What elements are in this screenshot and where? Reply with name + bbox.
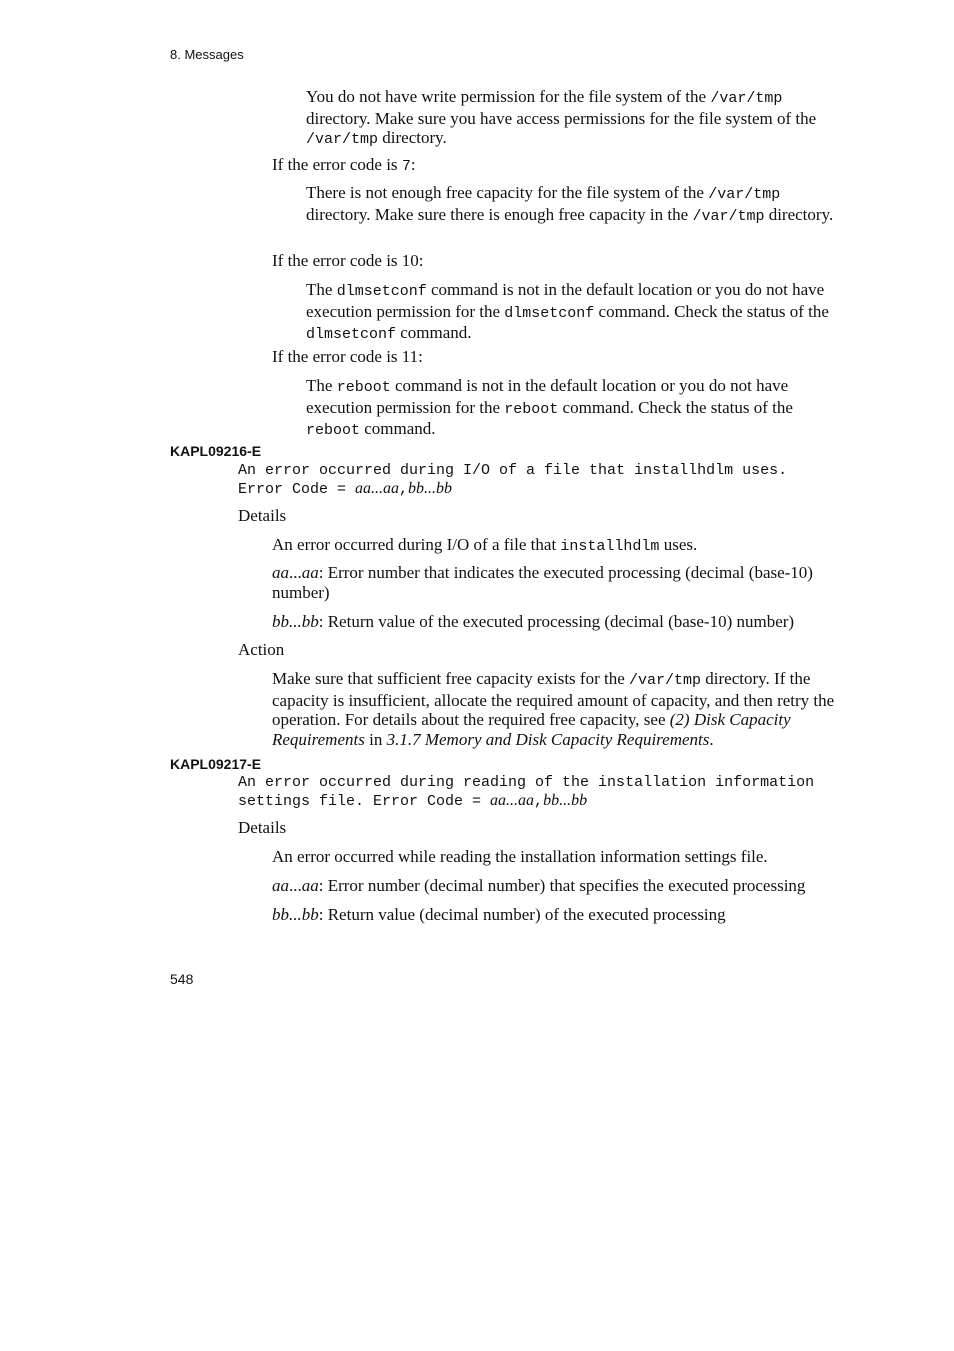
- error-code-11-heading: If the error code is 11:: [272, 347, 423, 366]
- details-text-217: An error occurred while reading the installation information settings file.: [272, 847, 768, 866]
- message-id-kapl09216: KAPL09216-E: [170, 443, 262, 459]
- running-header: 8. Messages: [170, 47, 244, 62]
- reference-disk-capacity: (2) Disk Capacity Requirements: [272, 710, 791, 749]
- message-text-kapl09216: An error occurred during I/O of a file that installhdlm uses. Error Code = aa...aa,bb...bb: [238, 462, 788, 498]
- details-aa-217: aa...aa: Error number (decimal number) that specifies the executed processing: [272, 876, 806, 895]
- action-label-216: Action: [238, 640, 285, 659]
- details-aa-216: aa...aa: Error number that indicates the executed processing (decimal (base-10) number): [272, 563, 813, 602]
- details-bb-217: bb...bb: Return value (decimal number) of the executed processing: [272, 905, 726, 924]
- reference-memory-disk-requirements: 3.1.7 Memory and Disk Capacity Requirements: [386, 729, 710, 749]
- details-label-217: Details: [238, 818, 287, 837]
- paragraph-free-capacity: There is not enough free capacity for the file system of the /var/tmp directory. Make sure there is enough free capacity in the /var/tmp directory.: [306, 183, 834, 225]
- paragraph-reboot: The reboot command is not in the default location or you do not have execution permission for the reboot command. Check the status of the reboot command.: [306, 376, 793, 439]
- paragraph-dlmsetconf: The dlmsetconf command is not in the default location or you do not have execution permission for the dlmsetconf command. Check the status of the dlmsetconf command.: [306, 280, 829, 343]
- details-bb-216: bb...bb: Return value of the executed processing (decimal (base-10) number): [272, 612, 795, 631]
- error-code-7-heading: If the error code is 7:: [272, 155, 416, 175]
- error-code-10-heading: If the error code is 10:: [272, 251, 424, 270]
- page-number: 548: [170, 971, 194, 987]
- paragraph-write-permission: You do not have write permission for the file system of the /var/tmp directory. Make sure you have access permissions for the file system of the /var/tmp directory.: [306, 87, 817, 148]
- details-text-216: An error occurred during I/O of a file that installhdlm uses.: [272, 535, 698, 555]
- message-id-kapl09217: KAPL09217-E: [170, 756, 262, 772]
- details-label-216: Details: [238, 506, 287, 525]
- message-text-kapl09217: An error occurred during reading of the installation information settings file. Error Code = aa...aa,bb...bb: [238, 774, 815, 810]
- action-text-216: Make sure that sufficient free capacity exists for the /var/tmp directory. If the capacity is insufficient, allocate the required amount of capacity, and then retry the operation. For details about the required free capacity, see (2) Disk Capacity Requirements in 3.1.7 Memory and Disk Capacity Requirements.: [272, 669, 835, 749]
